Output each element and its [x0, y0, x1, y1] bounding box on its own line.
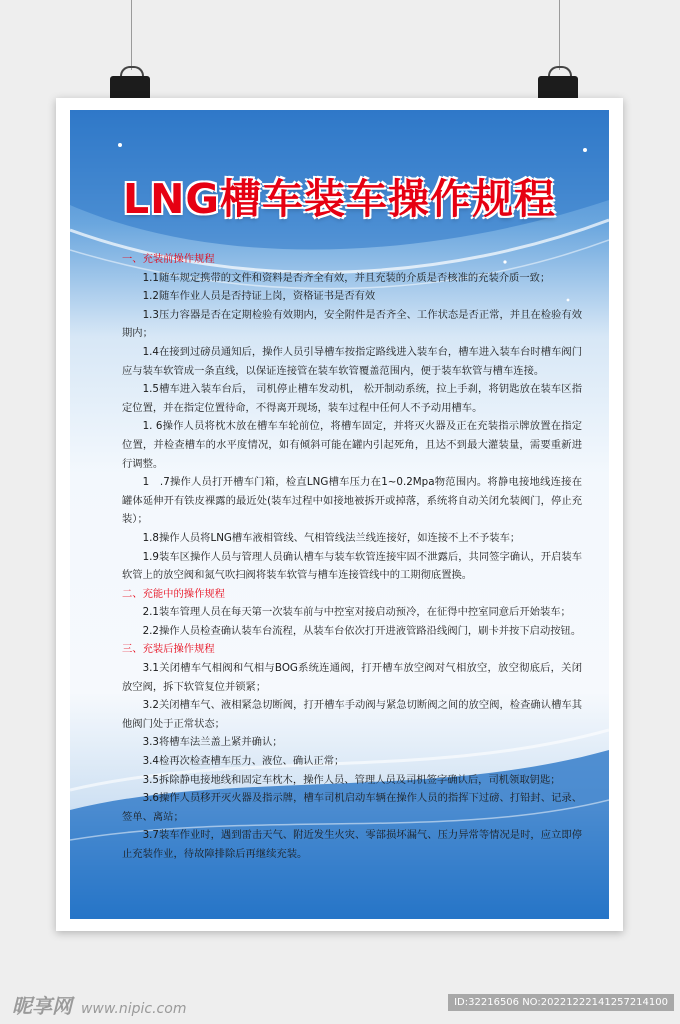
watermark-brand: 昵享网: [12, 994, 72, 1018]
watermark-logo: [12, 990, 186, 1019]
poster-title: LNG槽车装车操作规程: [122, 175, 557, 223]
list-item: 1 .7操作人员打开槽车门箱，检直LNG槽车压力在1~0.2Mpa物范围内。将静电接地线连接在罐体延伸开有铁皮裸露的最近处(装车过程中如接地被拆开或掉落，系统将自动关闭允装阀门，停止充装）；: [122, 476, 582, 526]
poster-panel: [70, 110, 609, 919]
list-item: 1.9装车区操作人员与管理人员确认槽车与装车软管连接牢固不泄露后，共同签字确认，开启装车软管上的放空阀和氮气吹扫阀将装车软管与槽车连接管线中的工期彻底置换。: [122, 550, 582, 582]
regulation-content: [122, 250, 582, 864]
section-heading: 一、充装前操作规程: [122, 253, 215, 265]
poster: [56, 98, 623, 931]
list-item: 3.1关闭槽车气相阀和气相与BOG系统连通阀，打开槽车放空阀对气相放空，放空彻底后，关闭放空阀，拆下软管复位并锁紧；: [122, 662, 582, 693]
list-item: 1.8操作人员将LNG槽车液相管线、气相管线法兰线连接好，如连接不上不予装车；: [142, 531, 521, 544]
watermark-id: ID:32216506 NO:20221222141257214100: [448, 994, 674, 1011]
list-item: 2.1装车管理人员在每天第一次装车前与中控室对接启动预冷，在征得中控室同意后开始装车；: [142, 606, 571, 619]
list-item: 3.6操作人员移开灭火器及指示牌，槽车司机启动车辆在操作人员的指挥下过磅、打铅封、记录、签单、离站；: [122, 792, 582, 823]
list-item: 3.5拆除静电接地线和固定车枕木，操作人员、管理人员及司机签字确认后，司机领取钥匙；: [142, 773, 561, 786]
list-item: 1. 6操作人员将枕木放在槽车车轮前位，将槽车固定，并将灭火器及正在充装指示牌放置在指定位置，并检查槽车的水平度情况，如有倾斜可能在罐内引起死角，且达不到最大灌装量，需要重新进行调整。: [122, 420, 582, 470]
section-heading: 三、充装后操作规程: [122, 643, 215, 656]
list-item: 1.3压力容器是否在定期检验有效期内，安全附件是否齐全、工作状态是否正常，并且在检验有效期内；: [122, 308, 582, 340]
section-heading: 二、充能中的操作规程: [122, 587, 225, 600]
list-item: 1.1随车规定携带的文件和资料是否齐全有效，并且充装的介质是否核准的充装介质一致；: [142, 271, 551, 284]
list-item: 2.2操作人员检查确认装车台流程，从装车台依次打开进液管路沿线阀门，刷卡并按下启动按钮。: [142, 624, 582, 637]
list-item: 1.5槽车进入装车台后， 司机停止槽车发动机， 松开制动系统，拉上手刹，将钥匙放在装车区指定位置，并在指定位置待命，不得离开现场，装车过程中任何人不予动用槽车。: [122, 383, 582, 414]
list-item: 1.2随车作业人员是否持证上岗，资格证书是否有效: [142, 290, 376, 303]
list-item: 3.4检再次检查槽车压力、液位、确认正常；: [142, 755, 345, 768]
hanging-wire-right: [559, 0, 560, 70]
list-item: 3.7装车作业时，遇到雷击天气、附近发生火灾、零部损坏漏气、压力异常等情况是时，应立即停止充装作业，待故障排除后再继续充装。: [122, 829, 582, 860]
list-item: 3.3将槽车法兰盖上紧并确认；: [142, 736, 283, 749]
list-item: 1.4在接到过磅员通知后，操作人员引导槽车按指定路线进入装车台，槽车进入装车台时槽车阀门应与装车软管成一条直线，以保证连接管在装车软管覆盖范围内，便于装车软管与槽车连接。: [122, 345, 582, 377]
watermark-url: www.nipic.com: [80, 1001, 187, 1017]
hanging-wire-left: [131, 0, 132, 70]
list-item: 3.2关闭槽车气、液相紧急切断阀，打开槽车手动阀与紧急切断阀之间的放空阀，检查确认槽车其他阀门处于正常状态；: [122, 699, 582, 730]
